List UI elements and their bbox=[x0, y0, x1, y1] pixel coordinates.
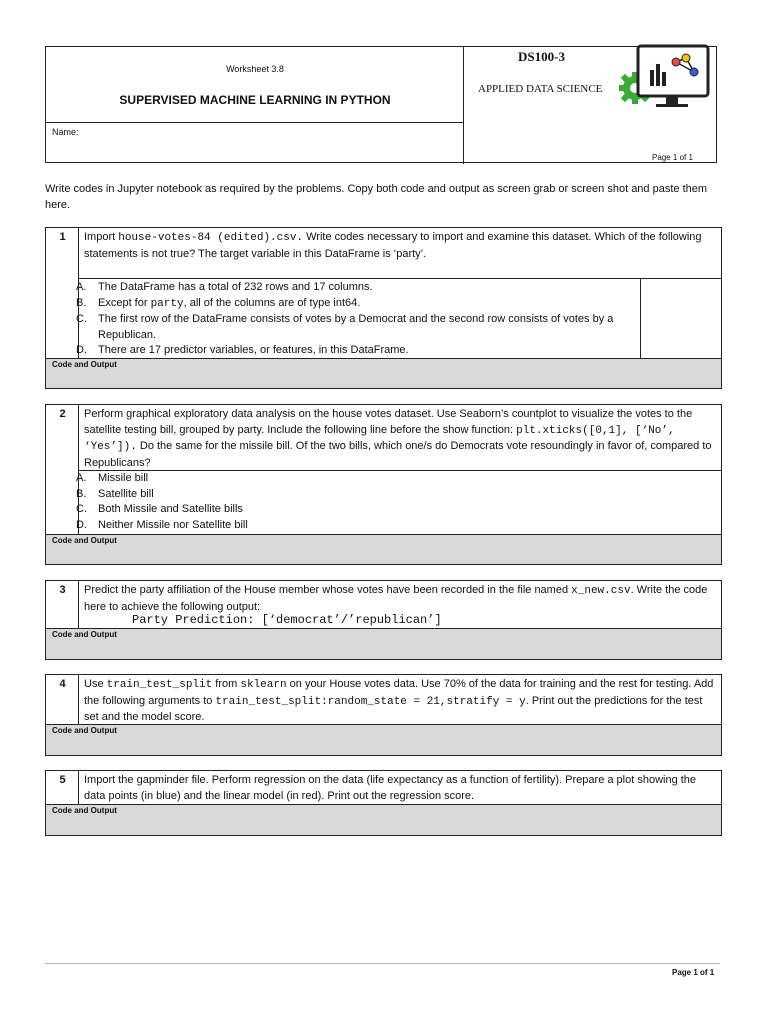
footer-page-number: Page 1 of 1 bbox=[672, 968, 715, 977]
option-c[interactable]: C. The first row of the DataFrame consists of votes by a Democrat and the second row consists of votes by a Republican. bbox=[76, 313, 614, 341]
filename: house-votes-84 (edited).csv. bbox=[118, 232, 304, 244]
code-snippet: plt.xticks([0,1], [‘No’, ‘Yes’]). bbox=[84, 424, 675, 453]
code-and-output-area[interactable]: Code and Output bbox=[46, 724, 721, 755]
question-number: 1 bbox=[59, 231, 66, 243]
worksheet-title: SUPERVISED MACHINE LEARNING IN PYTHON bbox=[119, 93, 391, 107]
option-b[interactable]: B. Except for party, all of the columns are of type int64. bbox=[76, 296, 361, 310]
option-b[interactable]: B. Satellite bill bbox=[76, 487, 154, 500]
question-text: Perform graphical exploratory data analysis on the house votes dataset. Use Seaborn’s countplot to visualize the votes to the satellite testing bill, grouped by party. Include the following line before the show function: plt.xticks([0,1], [‘No’, ‘Yes’]). Do the same for the missile bill. Of the two bills, which one/s do Democrats vote resoundingly in favor of, compared to Republicans? bbox=[84, 408, 712, 469]
option-d[interactable]: D. There are 17 predictor variables, or features, in this DataFrame. bbox=[76, 344, 409, 356]
answer-options bbox=[76, 280, 636, 359]
option-a[interactable]: A. Missile bill bbox=[76, 472, 149, 484]
code-and-output-area[interactable]: Code and Output bbox=[46, 534, 721, 564]
title-cell bbox=[46, 47, 464, 123]
footer-divider bbox=[45, 963, 720, 964]
question-3 bbox=[45, 580, 722, 660]
code-and-output-area[interactable]: Code and Output bbox=[46, 804, 721, 835]
question-number: 4 bbox=[59, 678, 66, 690]
question-text: Predict the party affiliation of the House member whose votes have been recorded in the file named x_new.csv. Write the code here to achieve the following output: bbox=[84, 584, 708, 613]
question-4 bbox=[45, 674, 722, 756]
question-2 bbox=[45, 404, 722, 565]
code-and-output-area[interactable]: Code and Output bbox=[46, 358, 721, 388]
worksheet-number: Worksheet 3.8 bbox=[226, 64, 284, 74]
filename: x_new.csv bbox=[571, 585, 631, 597]
expected-output: Party Prediction: [‘democrat’/’republican’] bbox=[132, 613, 442, 627]
question-text: Import house-votes-84 (edited).csv. Write codes necessary to import and examine this dataset. Which of the following statements is not true? The target variable in this DataFrame is ‘party’. bbox=[84, 231, 702, 260]
question-1 bbox=[45, 227, 722, 389]
course-name: APPLIED DATA SCIENCE bbox=[478, 83, 603, 95]
option-d[interactable]: D. Neither Missile nor Satellite bill bbox=[76, 518, 248, 531]
worksheet-header bbox=[45, 46, 717, 163]
instructions: Write codes in Jupyter notebook as required by the problems. Copy both code and output as screen grab or screen shot and paste them here. bbox=[45, 183, 708, 211]
question-text: Use train_test_split from sklearn on your House votes data. Use 70% of the data for training and the rest for testing. Add the following arguments to train_test_split:random_state = 21,stratify = y. Print out the predictions for the test set and the model score. bbox=[84, 678, 714, 723]
answer-options bbox=[76, 471, 636, 533]
question-number: 2 bbox=[59, 408, 66, 420]
question-number: 3 bbox=[59, 584, 66, 596]
data-science-logo-icon bbox=[618, 42, 724, 114]
name-cell[interactable] bbox=[46, 123, 464, 164]
name-label: Name: bbox=[52, 127, 79, 137]
option-a[interactable]: A. The DataFrame has a total of 232 rows and 17 columns. bbox=[76, 281, 373, 293]
question-number: 5 bbox=[59, 774, 66, 786]
option-c[interactable]: C. Both Missile and Satellite bills bbox=[76, 503, 243, 515]
question-5 bbox=[45, 770, 722, 836]
question-text: Import the gapminder file. Perform regression on the data (life expectancy as a function of fertility). Prepare a plot showing the data points (in blue) and the linear model (in red). Print out the regression score. bbox=[84, 774, 697, 802]
course-code: DS100-3 bbox=[518, 49, 565, 64]
header-page-number: Page 1 of 1 bbox=[652, 153, 693, 162]
code-and-output-area[interactable]: Code and Output bbox=[46, 628, 721, 659]
